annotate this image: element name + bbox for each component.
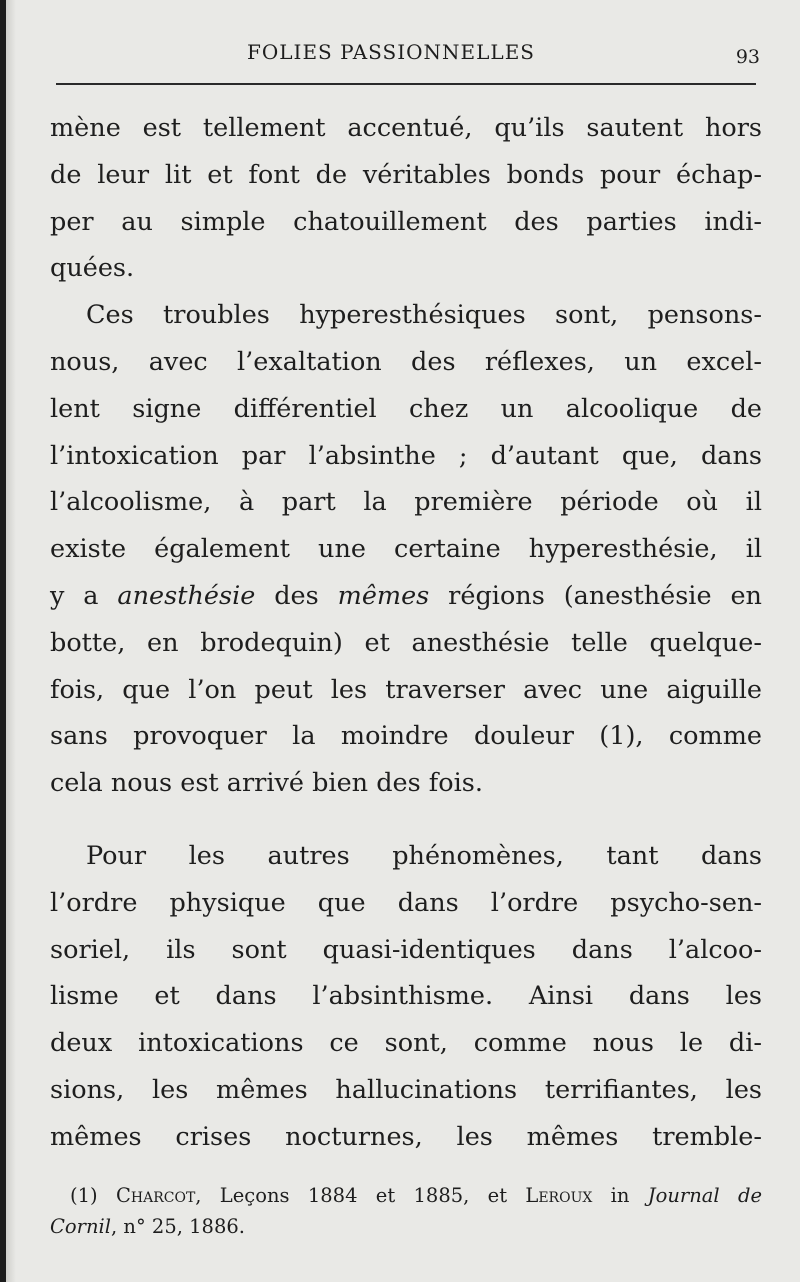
footnote-text: , Leçons 1884 et 1885, et <box>195 1184 526 1207</box>
paragraph-gap <box>50 807 762 833</box>
page-number: 93 <box>735 46 760 68</box>
footnote-line <box>50 1211 762 1242</box>
text-line: l’alcoolisme, à part la première période où il <box>50 487 762 518</box>
text-line: mène est tellement accentué, qu’ils sautent hors <box>50 113 762 143</box>
text-line: botte, en brodequin) et anesthésie telle quelque- <box>50 627 762 658</box>
text-line: soriel, ils sont quasi-identiques dans l’alcoo- <box>50 934 762 965</box>
text-line-with-italics <box>50 573 762 620</box>
footnote-journal: Cornil <box>50 1215 112 1238</box>
paragraph <box>50 105 762 292</box>
header-rule <box>56 83 756 85</box>
paragraph <box>50 292 762 807</box>
text-line: fois, que l’on peut les traverser avec une aiguille <box>50 674 762 705</box>
text-line: cela nous est arrivé bien des fois. <box>50 768 483 799</box>
text-line: de leur lit et font de véritables bonds pour échap- <box>50 159 762 190</box>
italic-term: anesthésie <box>117 580 256 611</box>
italic-term: mêmes <box>337 580 430 611</box>
text-line: mêmes crises nocturnes, les mêmes tremble- <box>50 1121 762 1152</box>
text-run: des <box>255 580 338 611</box>
text-line: quées. <box>50 253 135 284</box>
text-line: l’intoxication par l’absinthe ; d’autant que, dans <box>50 440 762 471</box>
text-line: sions, les mêmes hallucinations terrifiantes, les <box>50 1074 762 1105</box>
text-line: l’ordre physique que dans l’ordre psycho-sen- <box>50 887 762 918</box>
paragraph <box>50 833 762 1161</box>
running-title: FOLIES PASSIONNELLES <box>247 40 535 64</box>
text-line: Ces troubles hyperesthésiques sont, pensons- <box>86 300 762 331</box>
page-edge-shadow <box>6 0 16 1282</box>
text-line: deux intoxications ce sont, comme nous le di- <box>50 1028 762 1059</box>
footnote <box>50 1180 762 1242</box>
text-run: y a <box>50 580 118 611</box>
text-line: lent signe différentiel chez un alcoolique de <box>50 393 762 424</box>
footnote-author: Leroux <box>525 1184 593 1207</box>
running-head <box>52 36 760 76</box>
text-line: per au simple chatouillement des parties indi- <box>50 206 762 237</box>
footnote-journal: Journal de <box>647 1184 762 1207</box>
footnote-line <box>50 1180 762 1211</box>
footnote-marker: (1) <box>70 1184 98 1207</box>
footnote-author: Charcot <box>115 1184 196 1207</box>
text-line: nous, avec l’exaltation des réflexes, un excel- <box>50 346 762 377</box>
text-line: lisme et dans l’absinthisme. Ainsi dans les <box>50 981 762 1012</box>
book-page <box>6 0 800 1282</box>
text-line: sans provoquer la moindre douleur (1), comme <box>50 721 762 752</box>
text-run: régions (anesthésie en <box>429 580 762 611</box>
text-line: Pour les autres phénomènes, tant dans <box>86 840 762 871</box>
body-text <box>50 105 762 1161</box>
footnote-text: in <box>592 1184 648 1207</box>
footnote-text: , n° 25, 1886. <box>111 1215 245 1238</box>
text-line: existe également une certaine hyperesthésie, il <box>50 534 762 565</box>
